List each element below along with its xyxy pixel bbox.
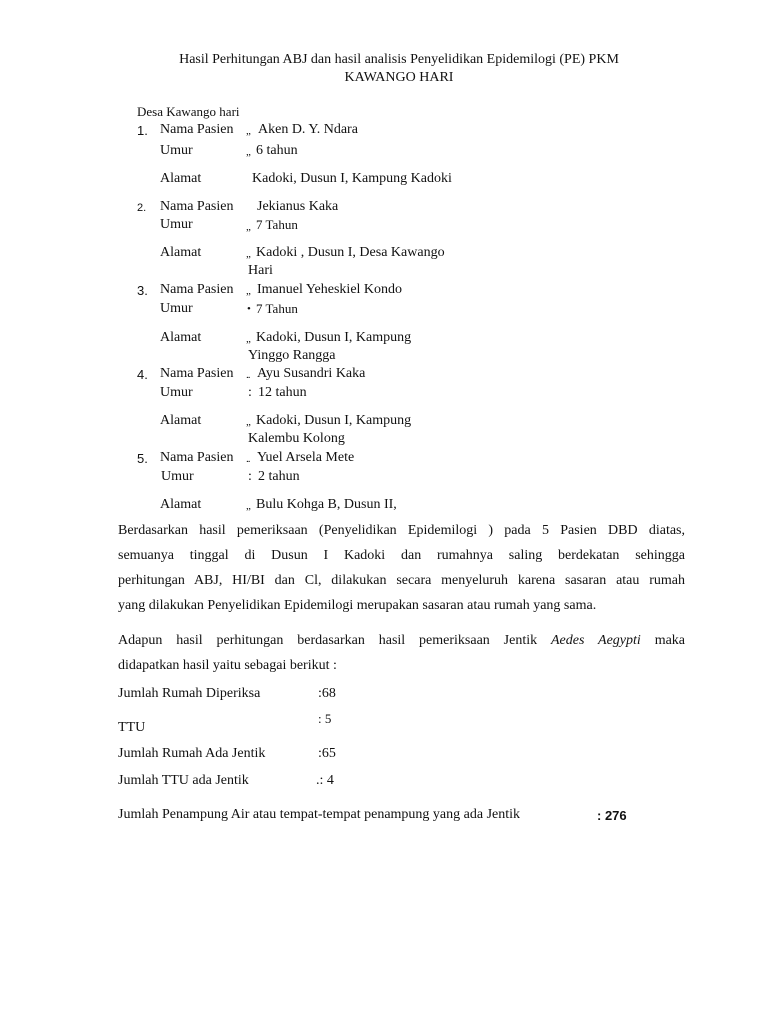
patient-4-name: Ayu Susandri Kaka (257, 366, 366, 381)
patient-5-address-label: Alamat (160, 497, 202, 512)
patient-3-address-line-2: Yinggo Rangga (248, 348, 336, 363)
patient-4-name-label: Nama Pasien (160, 366, 234, 381)
ttu-label: TTU (118, 720, 146, 735)
ttu-value: : 5 (318, 711, 332, 726)
patient-1-name-separator: „ (246, 125, 250, 137)
patient-2-age: 7 Tahun (256, 217, 298, 232)
patient-1-number: 1. (137, 123, 148, 138)
results-intro-line-2: didapatkan hasil yaitu sebagai berikut : (118, 658, 337, 673)
patient-5-age-label: Umur (161, 469, 194, 484)
ttu-with-larvae-value: .: 4 (316, 773, 334, 788)
analysis-paragraph-line: yang dilakukan Penyelidikan Epidemilogi merupakan sasaran atau rumah yang sama. (118, 598, 597, 613)
patient-2-name-label: Nama Pasien (160, 199, 234, 214)
patient-1-age: 6 tahun (256, 143, 298, 158)
patient-1-age-separator: „ (246, 146, 250, 158)
patient-4-number: 4. (137, 367, 148, 382)
patient-3-age: 7 Tahun (256, 301, 298, 316)
patient-1-name: Aken D. Y. Ndara (258, 122, 358, 137)
village-name: Desa Kawango hari (137, 104, 240, 119)
patient-3-address-separator: „ (246, 333, 250, 345)
houses-checked-value: :68 (318, 686, 336, 701)
patient-4-age: 12 tahun (258, 385, 307, 400)
patient-4-address-line-2: Kalembu Kolong (248, 431, 345, 446)
houses-with-larvae-value: :65 (318, 746, 336, 761)
patient-2-address-line-1: Kadoki , Dusun I, Desa Kawango (256, 245, 445, 260)
patient-5-age-separator: : (248, 469, 252, 484)
patient-3-address-line-1: Kadoki, Dusun I, Kampung (256, 330, 412, 345)
patient-5-name: Yuel Arsela Mete (257, 450, 355, 465)
patient-5-address-line-1: Bulu Kohga B, Dusun II, (256, 497, 397, 512)
ttu-with-larvae-label: Jumlah TTU ada Jentik (118, 773, 249, 788)
analysis-paragraph-line: perhitungan ABJ, HI/BI dan Cl, dilakukan secara menyeluruh karena sasaran atau rumah (118, 573, 685, 588)
analysis-paragraph-line: semuanya tinggal di Dusun I Kadoki dan rumahnya saling berdekatan sehingga (118, 548, 685, 563)
patient-3-age-label: Umur (160, 301, 193, 316)
patient-3-name-separator: „ (246, 285, 250, 297)
patient-5-name-label: Nama Pasien (160, 450, 234, 465)
patient-1-age-label: Umur (160, 143, 193, 158)
patient-3-address-label: Alamat (160, 330, 202, 345)
analysis-paragraph (118, 518, 685, 618)
patient-4-address-line-1: Kadoki, Dusun I, Kampung (256, 413, 412, 428)
patient-3-name-label: Nama Pasien (160, 282, 234, 297)
patient-4-age-separator: : (248, 385, 252, 400)
patient-2-age-separator: „ (246, 221, 250, 233)
patient-2-address-separator: „ (246, 248, 250, 260)
patient-3-number: 3. (137, 283, 148, 298)
patient-2-number: 2. (137, 202, 147, 214)
patient-2-address-label: Alamat (160, 245, 202, 260)
patient-2-address-line-2: Hari (248, 263, 273, 278)
results-intro-text: Adapun hasil perhitungan berdasarkan hasil pemeriksaan Jentik (118, 633, 538, 648)
document-title-line-1: Hasil Perhitungan ABJ dan hasil analisis Penyelidikan Epidemilogi (PE) PKM (179, 52, 619, 67)
patient-4-age-label: Umur (160, 385, 193, 400)
houses-checked-label: Jumlah Rumah Diperiksa (118, 686, 261, 701)
patient-1-address-label: Alamat (160, 171, 202, 186)
patient-3-age-separator: • (247, 303, 250, 315)
patient-3-name: Imanuel Yeheskiel Kondo (257, 282, 403, 297)
results-intro-line-1 (118, 628, 685, 653)
patient-4-address-separator: „ (246, 416, 250, 428)
water-containers-label: Jumlah Penampung Air atau tempat-tempat penampung yang ada Jentik (118, 807, 521, 822)
patient-2-age-label: Umur (160, 217, 193, 232)
document-title-line-2: KAWANGO HARI (344, 70, 454, 85)
patient-5-age: 2 tahun (258, 469, 300, 484)
patient-5-name-separator: .. (246, 453, 250, 465)
patient-4-name-separator: .. (246, 369, 250, 381)
patient-5-address-separator: „ (246, 500, 250, 512)
mosquito-species-name: Aedes Aegypti (551, 633, 641, 648)
patient-1-name-label: Nama Pasien (160, 122, 234, 137)
analysis-paragraph-line: Berdasarkan hasil pemeriksaan (Penyelidikan Epidemilogi ) pada 5 Pasien DBD diatas, (118, 523, 685, 538)
results-intro-paragraph (118, 628, 685, 678)
results-intro-text-end: maka (654, 633, 686, 648)
patient-2-name: Jekianus Kaka (257, 199, 339, 214)
water-containers-value: : 276 (597, 808, 627, 823)
houses-with-larvae-label: Jumlah Rumah Ada Jentik (118, 746, 266, 761)
patient-4-address-label: Alamat (160, 413, 202, 428)
patient-5-number: 5. (137, 451, 148, 466)
patient-1-address: Kadoki, Dusun I, Kampung Kadoki (252, 171, 452, 186)
